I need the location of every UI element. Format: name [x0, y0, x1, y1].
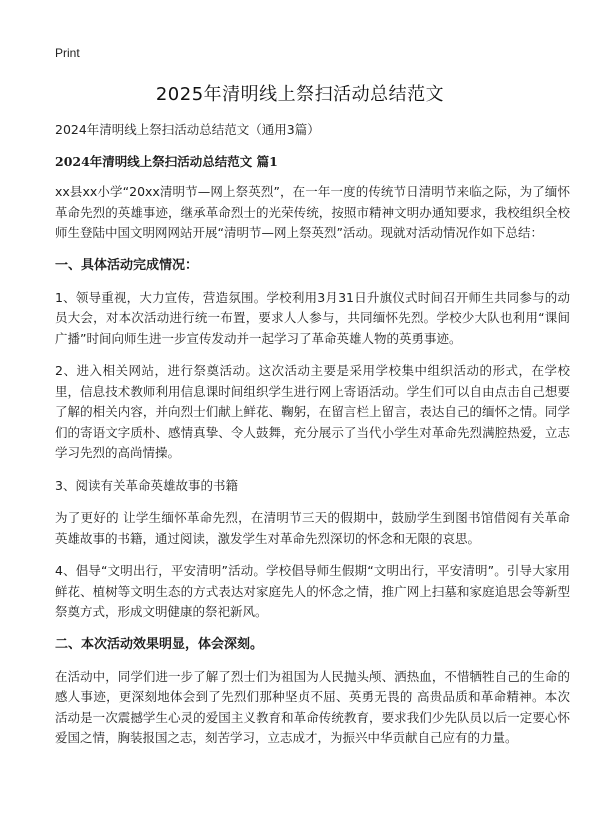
document-title: 2025年清明线上祭扫活动总结范文 — [155, 84, 445, 105]
item-paragraph-4: 4、倡导“文明出行，平安清明”活动。学校倡导师生假期“文明出行，平安清明”。引导大家用鲜花、植树等文明生态的方式表达对家庭先人的怀念之情，推广网上扫墓和家庭追思会等新型祭奠方式，形成文明健康的祭祀新风。 — [55, 563, 570, 619]
item-paragraph-1: 1、领导重视，大力宣传，营造氛围。学校利用3月31日升旗仪式时间召开师生共同参与的动员大会，对本次活动进行统一布置，要求人人参与，共同缅怀先烈。学校少大队也利用“课间广播”时间向师生进一步宣传发动并一起学习了革命英雄人物的英勇事迹。 — [55, 289, 570, 346]
article-heading: 2024年清明线上祭扫活动总结范文 篇1 — [55, 154, 278, 169]
section-heading-2: 二、本次活动效果明显，体会深刻。 — [55, 636, 264, 652]
conclusion-paragraph: 在活动中，同学们进一步了解了烈士们为祖国为人民抛头颅、洒热血，不惜牺牲自己的生命的感人事迹，更深刻地体会到了先烈们那种坚贞不屈、英勇无畏的 高贵品质和革命精神。本次活动是一次震撼学生心灵的爱国主义教育和革命传统教育，要求我们少先队员以后一定要心怀爱国之情，胸装报国之志，刻苦学习，立志成才，为振兴中华贡献自己应有的力量。 — [55, 668, 570, 745]
section-heading-1: 一、具体活动完成情况： — [55, 257, 199, 273]
item-paragraph-3-detail: 为了更好的 让学生缅怀革命先烈，在清明节三天的假期中，鼓励学生到图书馆借阅有关革命英雄故事的书籍，通过阅读，激发学生对革命先烈深切的怀念和无限的哀思。 — [55, 510, 570, 546]
item-paragraph-3: 3、阅读有关革命英雄故事的书籍 — [55, 477, 238, 493]
item-paragraph-2: 2、进入相关网站，进行祭奠活动。这次活动主要是采用学校集中组织活动的形式，在学校里，信息技术教师利用信息课时间组织学生进行网上寄语活动。学生们可以自由点击自己想要了解的相关内容，并向烈士们献上鲜花、鞠躬，在留言栏上留言，表达自己的缅怀之情。同学们的寄语文字质朴、感情真挚、令人鼓舞，充分展示了当代小学生对革命先烈满腔热爱，立志学习先烈的高尚情操。 — [55, 363, 570, 460]
intro-paragraph: xx县xx小学“20xx清明节—网上祭英烈”，在一年一度的传统节日清明节来临之际，为了缅怀革命先烈的英雄事迹，继承革命烈士的光荣传统，按照市精神文明办通知要求，我校组织全校师生登陆中国文明网网站开展“清明节—网上祭英烈”活动。现就对活动情况作如下总结： — [55, 184, 570, 240]
document-body — [55, 120, 570, 761]
print-link[interactable]: Print — [55, 46, 80, 60]
document-subtitle: 2024年清明线上祭扫活动总结范文（通用3篇） — [55, 122, 320, 137]
